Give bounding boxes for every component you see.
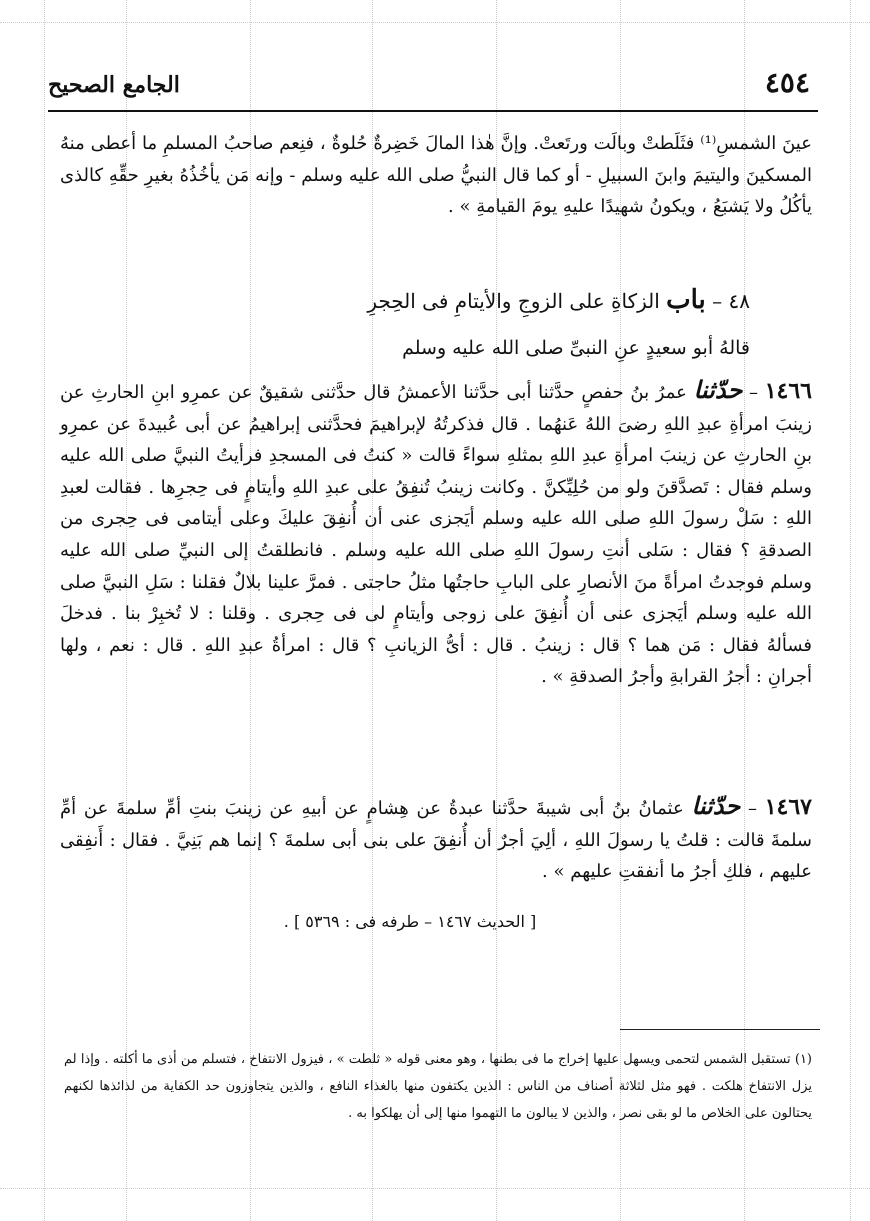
chapter-heading (120, 282, 750, 319)
hadith-dash: – (749, 382, 758, 403)
scan-guide-line (850, 0, 851, 1221)
scan-guide-line (0, 1188, 870, 1189)
chapter-bab-word: باب (666, 285, 706, 315)
haddathana-mark: حدّثنا (691, 791, 741, 820)
hadith-dash: – (747, 798, 757, 819)
hadith-text: عمرُ بنُ حفصٍ حدَّثنا أبى حدَّثنا الأعمشُ قال حدَّثنى شقيقٌ عن عمرِو ابنِ الحارثِ عن زينبَ امرأةِ عبدِ اللهِ رضىَ اللهُ عَنهُما . قال فذكرتُهُ لإبراهيمَ فحدَّثنى إبراهيمُ عن أبى عُبيدةَ عن عمرِو بنِ الحارثِ عن زينبَ امرأةِ عبدِ اللهِ بمثلهِ سواءً قالت « كنتُ فى المسجدِ فرأيتُ النبيَّ صلى الله عليه وسلم فقال : تَصدَّقنَ ولو من حُلِيِّكنَّ . وكانت زينبُ تُنفِقُ على عبدِ اللهِ وأيتامٍ فى حِجرِها . فقالت لعبدِ اللهِ : سَلْ رسولَ اللهِ صلى الله عليه وسلم أيَجزى عنى أن أُنفِقَ عليكَ وعلى أيتامى فى حِجرى من الصدقةِ ؟ فقال : سَلى أنتِ رسولَ اللهِ صلى الله عليه وسلم . فانطلقتُ إلى النبيِّ صلى الله عليه وسلم فوجدتُ امرأةً منَ الأنصارِ على البابِ حاجتُها مثلُ حاجتى . فمرَّ علينا بلالٌ فقلنا : سَلِ النبيَّ صلى الله عليه وسلم أيَجزى عنى أن أُنفِقَ على زوجى وأيتامٍ لى فى حِجرى . وقلنا : لا تُخبِرْ بنا . فدخلَ فسألهُ فقال : مَن هما ؟ قال : زينبُ . قال : أىُّ الزيانبِ ؟ قال : امرأةُ عبدِ اللهِ . قال : نعم ، ولها أجرانِ : أجرُ القرابةِ وأجرُ الصدقةِ » . (60, 382, 812, 688)
chapter-title: الزكاةِ على الزوجِ والأيتامِ فى الحِجرِ (367, 289, 660, 313)
hadith-text: عثمانُ بنُ أبى شيبةَ حدَّثنا عبدةُ عن هِشامٍ عن أبيهِ عن زينبَ بنتِ أمِّ سلمةَ عن أمِّ سلمةَ قالت : قلتُ يا رسولَ اللهِ ، ألِيَ أجرٌ أن أُنفِقَ على بنى أبى سلمةَ ؟ إنما هم بَنِيَّ . فقال : أَنفِقى عليهم ، فلكِ أجرُ ما أنفقتِ عليهم » . (60, 798, 812, 883)
header-divider (48, 110, 818, 112)
paragraph-continuation: عينَ الشمسِ⁽¹⁾ فثَلَطتْ وبالَت ورتَعتْ. وإنَّ هٰذا المالَ خَضِرةٌ حُلوةٌ ، فنِعم صاحبُ المسلمِ ما أعطى منهُ المسكينَ واليتيمَ وابنَ السبيلِ - أو كما قال النبيُّ صلى الله عليه وسلم - وإنه مَن يأخُذُهُ بغيرِ حقِّهِ كالذى يأكُلُ ولا يَشبَعُ ، ويكونُ شهيدًا عليهِ يومَ القيامةِ » . (60, 133, 812, 218)
hadith-1466 (60, 374, 812, 693)
page-header (48, 64, 810, 104)
chapter-subtitle: قالهُ أبو سعيدٍ عنِ النبىِّ صلى الله عليه وسلم (402, 337, 750, 359)
scan-guide-line (44, 0, 45, 1221)
hadith-number: ١٤٦٧ (764, 794, 812, 820)
page-number: ٤٥٤ (764, 66, 810, 99)
hadith-reference: [ الحديث ١٤٦٧ – طرفه فى : ٥٣٦٩ ] . (283, 912, 537, 931)
footnote: (١) تستقبل الشمس لتحمى ويسهل عليها إخراج ما فى بطنها ، وهو معنى قوله « ثلطت » ، فيزول الانتفاخ ، فتسلم من أذى ما أكلته . وإذا لم يزل الانتفاخ هلكت . فهو مثل لثلاثة أصناف من الناس : الذين يكتفون منها بالغذاء النافع ، والذين يتجاوزون حد الكفاية من لذائذها لكنهم يحتالون على الخلاص ما لو بقى نصر ، والذين لا يبالون ما التهموا منها إلى أن يهلكوا به . (64, 1052, 812, 1121)
haddathana-mark: حدّثنا (693, 375, 743, 404)
footnote-divider (620, 1029, 820, 1030)
chapter-number: ٤٨ – (712, 289, 750, 313)
hadith-number: ١٤٦٦ (764, 378, 812, 404)
hadith-1467 (60, 790, 812, 888)
book-title: الجامع الصحيح (48, 72, 180, 98)
scan-guide-line (0, 22, 870, 23)
